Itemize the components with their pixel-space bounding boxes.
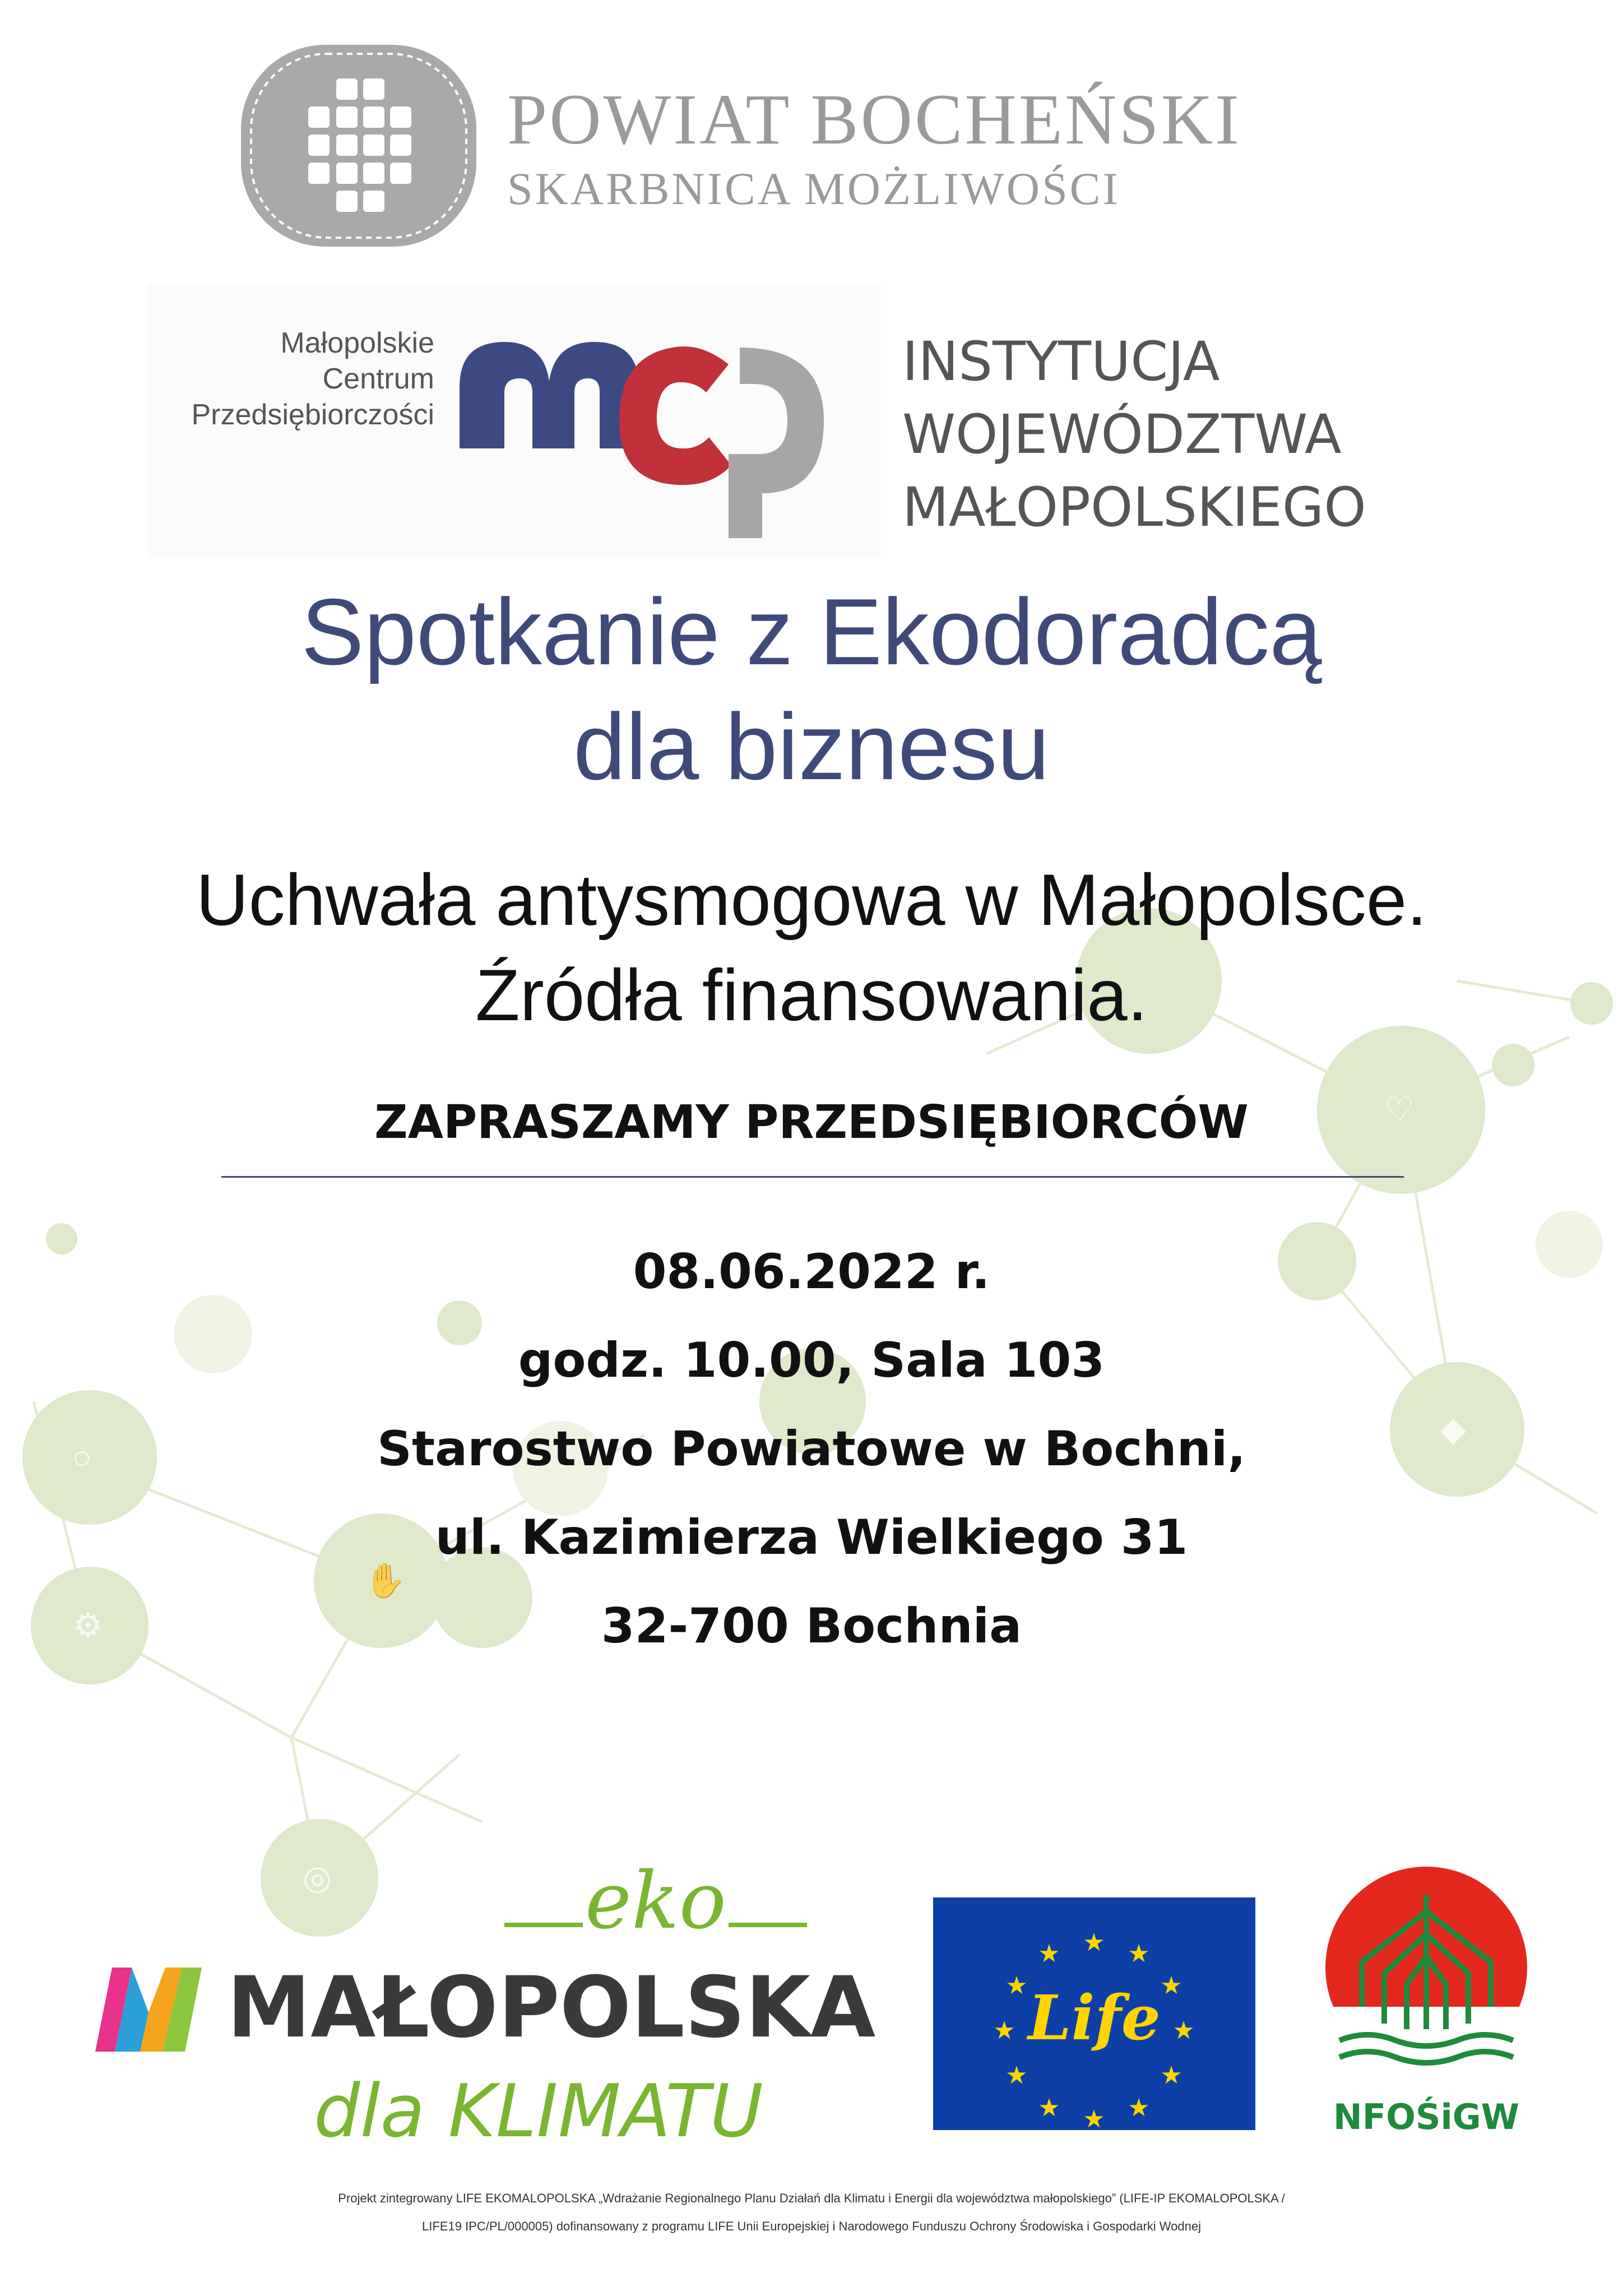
powiat-title: POWIAT BOCHEŃSKI	[507, 80, 1241, 159]
svg-text:★: ★	[1038, 1939, 1060, 1968]
footer-line2: LIFE19 IPC/PL/000005) dofinansowany z programu LIFE Unii Europejskiej i Narodowego Funduszu Ochrony Środowiska i Gospodarki Wodnej	[422, 2219, 1201, 2233]
mcp-monogram-logo	[448, 325, 846, 549]
institution-label	[902, 325, 1366, 544]
event-date: 08.06.2022 r.	[633, 1244, 990, 1300]
eu-life-logo	[933, 1897, 1255, 2130]
powiat-subtitle: SKARBNICA MOŻLIWOŚCI	[507, 163, 1120, 214]
life-word: Life	[1028, 1982, 1161, 2054]
invite-heading: ZAPRASZAMY PRZEDSIĘBIORCÓW	[374, 1096, 1249, 1149]
malopolska-m-icon	[90, 1956, 207, 2057]
mcp-label	[151, 325, 434, 433]
svg-text:★: ★	[1160, 2061, 1183, 2090]
svg-text:⚙: ⚙	[73, 1607, 103, 1644]
eko-word: eko	[585, 1855, 726, 1947]
svg-text:✋: ✋	[364, 1562, 406, 1599]
institution-line3: MAŁOPOLSKIEGO	[902, 476, 1366, 539]
event-venue: Starostwo Powiatowe w Bochni,	[377, 1421, 1246, 1477]
svg-text:★: ★	[1160, 1971, 1183, 2000]
svg-text:○: ○	[72, 1438, 92, 1476]
svg-text:★: ★	[1005, 2061, 1028, 2090]
malopolska-word: MAŁOPOLSKA	[227, 1959, 876, 2057]
klimatu-word: dla KLIMATU	[314, 2068, 763, 2154]
footer-line1: Projekt zintegrowany LIFE EKOMALOPOLSKA „Wdrażanie Regionalnego Planu Działań dla Klimatu i Energii dla województwa małopolskiego” (LIFE-IP EKOMALOPOLSKA /	[338, 2191, 1285, 2205]
svg-text:★: ★	[1128, 1939, 1150, 1968]
poster-subtitle-line1: Uchwała antysmogowa w Małopolsce.	[196, 859, 1427, 941]
poster-title-line1: Spotkanie z Ekodoradcą	[301, 579, 1322, 684]
svg-text:◎: ◎	[303, 1859, 332, 1896]
poster-subtitle-line2: Źródła finansowania.	[475, 954, 1148, 1036]
institution-line2: WOJEWÓDZTWA	[902, 403, 1342, 466]
nfos-word: NFOŚiGW	[1333, 2096, 1520, 2137]
svg-text:★: ★	[1128, 2094, 1150, 2122]
svg-text:★: ★	[993, 2016, 1015, 2045]
event-time-room: godz. 10.00, Sala 103	[518, 1332, 1105, 1388]
poster-title-line2: dla biznesu	[573, 694, 1050, 799]
nfosigw-tree-logo	[1317, 1861, 1536, 2096]
svg-text:★: ★	[1083, 2105, 1105, 2130]
powiat-crest-logo	[235, 39, 482, 252]
svg-text:★: ★	[1172, 2016, 1195, 2045]
institution-line1: INSTYTUCJA	[902, 330, 1220, 393]
eko-dash-right	[729, 1923, 807, 1927]
mcp-label-line1: Małopolskie	[280, 327, 434, 359]
svg-text:★: ★	[1005, 1971, 1028, 2000]
eko-dash-left	[504, 1923, 583, 1927]
divider-line	[221, 1176, 1404, 1178]
svg-text:★: ★	[1083, 1928, 1105, 1957]
event-city: 32-700 Bochnia	[601, 1598, 1022, 1654]
svg-text:★: ★	[1038, 2094, 1060, 2122]
mcp-label-line2: Centrum	[322, 363, 434, 395]
mcp-label-line3: Przedsiębiorczości	[191, 399, 434, 431]
svg-text:◆: ◆	[1440, 1410, 1467, 1448]
svg-text:♡: ♡	[1384, 1091, 1415, 1128]
event-street: ul. Kazimierza Wielkiego 31	[435, 1510, 1188, 1566]
